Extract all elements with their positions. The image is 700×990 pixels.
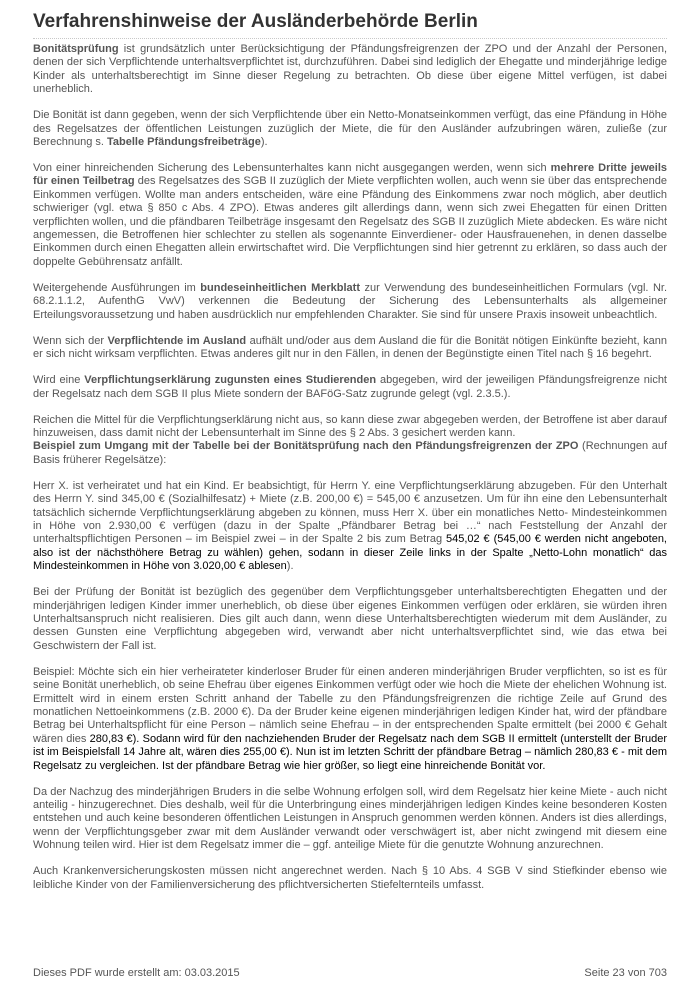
paragraph-nachzug: Da der Nachzug des minderjährigen Bruders in die selbe Wohnung erfolgen soll, wird dem Regelsatz hier keine Miete - auch nicht anteilig - hinzugerechnet. Dies deshalb, weil für die Unterbringung eines minderjährigen ledigen Kindes keine besonderen Kosten entstehen und auch keine besonderen öffentlichen Leistungen in Anspruch genommen werden können. Anders ist dies allerdings, wenn der Verpflichtungsgeber zwar mit dem Ausländer verwandt oder verschwägert ist, aber nicht zwingend mit diesem eine Wohnung teilen wird. Hier ist dem Regelsatz immer die – ggf. anteilige Miete für die genutzte Wohnung anzurechnen. [33,785,667,852]
bold-term: Verpflichtende im Ausland [107,334,247,347]
paragraph-studierende: Wird eine Verpflichtungserklärung zugunsten eines Studierenden abgegeben, wird der jeweiligen Pfändungsfreigrenze nicht der Regelsatz nach dem SGB II plus Miete sondern der BAFöG-Satz zugrunde gelegt (vgl. 2.3.5.). [33,374,667,400]
bold-term: Verpflichtungserklärung zugunsten eines Studierenden [84,374,377,387]
paragraph-bonitaet-gegeben: Die Bonität ist dann gegeben, wenn der sich Verpflichtende über ein Netto-Monatseinkommen verfügt, das eine Pfändung in Höhe des Regelsatzes der öffentlichen Leistungen zuzüglich der Miete, die für den Ausländer aufzubringen wären, zuließe (zur Berechnung s. Tabelle Pfändungsfreibeträge). [33,109,667,149]
document-body [33,43,667,892]
paragraph-merkblatt: Weitergehende Ausführungen im bundeseinheitlichen Merkblatt zur Verwendung des bundeseinheitlichen Formulars (vgl. Nr. 68.2.1.1.2, AufenthG VwV) verkennen die Bedeutung der Sicherung des Lebensunterhalts als allgemeiner Erteilungsvoraussetzung und haben ausdrücklich nur empfehlenden Charakter. Sie sind für unsere Praxis insoweit unbeachtlich. [33,281,668,321]
bold-term: Tabelle Pfändungsfreibeträge [107,136,261,149]
highlighted-text: 545,02 € (545,00 € werden nicht angeboten, also ist der nächsthöhere Betrag zu wählen) gehen, sodann in dieser Zeile links in der Spalte „Netto-Lohn monatlich“ das Mindesteinkommen in Höhe von 3.020,00 € ablesen [33,533,667,573]
pdf-created-date: Dieses PDF wurde erstellt am: 03.03.2015 [33,967,240,979]
highlighted-text: 280,83 €). Sodann wird für den nachziehenden Bruder der Regelsatz nach dem SGB II ermittelt (unterstellt der Bruder ist im Beispielsfall 14 Jahre alt, wären dies 255,00 €). Nun ist im letzten Schritt der pfändbare Betrag – nämlich 280,83 € - mit dem Regelsatz zu vergleichen. Ist der pfändbare Betrag wie hier größer, so liegt eine hinreichende Bonität vor. [33,732,667,772]
page-number: Seite 23 von 703 [584,967,667,979]
paragraph-beispiel-heading: Beispiel zum Umgang mit der Tabelle bei der Bonitätsprüfung nach den Pfändungsfreigrenzen der ZPO (Rechnungen auf Basis früherer Regelsätze): [33,440,667,466]
paragraph-bonitaetspruefung: Bonitätsprüfung ist grundsätzlich unter Berücksichtigung der Pfändungsfreigrenzen der ZPO und der Anzahl der Personen, denen der sich Verpflichtende unterhaltsverpflichtet ist, durchzuführen. Dabei sind lediglich der Ehegatte und minderjährige ledige Kinder als unterhaltsberechtigt im Sinne dieser Regelung zu betrachten. Ob diese über eigene Mittel verfügen, ist dabei unerheblich. [33,43,667,96]
paragraph-ausland: Wenn sich der Verpflichtende im Ausland aufhält und/oder aus dem Ausland die für die Bonität nötigen Einkünfte bezieht, kann er sich nicht wirksam verpflichten. Etwas anderes gilt nur in den Fällen, in denen der Begünstigte einen Titel nach § 16 begehrt. [33,334,668,361]
page-title: Verfahrenshinweise der Ausländerbehörde Berlin [33,10,667,39]
bold-term: Beispiel zum Umgang mit der Tabelle bei der Bonitätsprüfung nach den Pfändungsfreigrenzen der ZPO [33,440,579,453]
page-footer [33,967,667,979]
paragraph-ehegatten-kinder: Bei der Prüfung der Bonität ist bezüglich des gegenüber dem Verpflichtungsgeber unterhaltsberechtigten Ehegatten und der minderjährigen ledigen Kinder immer unerheblich, ob diese über eigenes Einkommen verfügen oder erklären, sie würden ihren Unterhaltsanspruch nicht realisieren. Dies gilt auch dann, wenn diese Unterhaltsberechtigten wiederum mit dem Ausländer, zu dessen Gunsten eine Verpflichtung abgegeben wird, verwandt aber nicht unterhaltsverpflichtet sind, wie das etwa bei Geschwistern der Fall ist. [33,586,667,652]
paragraph-herr-x: Herr X. ist verheiratet und hat ein Kind. Er beabsichtigt, für Herrn Y. eine Verpflichtungserklärung abzugeben. Für den Unterhalt des Herrn Y. sind 345,00 € (Sozialhilfesatz) + Miete (z.B. 200,00 €) = 545,00 € anzusetzen. Um für ihn eine den Lebensunterhalt tatsächlich sichernde Verpflichtungserklärung abgeben zu können, muss Herr X. über ein monatliches Netto- Mindesteinkommen in Höhe von 2.930,00 € verfügen (dazu in der Spalte „Pfändbarer Betrag bei …“ nach Feststellung der Anzahl der unterhaltspflichtigen Personen – im Beispiel zwei – in der Spalte 2 bis zum Betrag 545,02 € (545,00 € werden nicht angeboten, also ist der nächsthöhere Betrag zu wählen) gehen, sodann in dieser Zeile links in der Spalte „Netto-Lohn monatlich“ das Mindesteinkommen in Höhe von 3.020,00 € ablesen). [33,479,667,573]
paragraph-beispiel-bruder: Beispiel: Möchte sich ein hier verheirateter kinderloser Bruder für einen anderen minderjährigen Bruder verpflichten, so ist es für seine Bonität unerheblich, ob seine Ehefrau über eigenes Einkommen verfügt oder wie hoch die Miete der ehelichen Wohnung ist. Ermittelt wird in einem ersten Schritt anhand der Tabelle zu den Pfändungsfreigrenzen die richtige Zeile auf Grund des monatlichen Nettoeinkommens (z.B. 2000 €). Da der Bruder keine eigenen minderjährigen ledigen Kinder hat, wird der pfändbare Betrag bei Unterhaltspflicht für eine Person – nämlich seine Ehefrau – in der entsprechenden Spalte ermittelt (bei 2000 € Gehalt wären dies 280,83 €). Sodann wird für den nachziehenden Bruder der Regelsatz nach dem SGB II ermittelt (unterstellt der Bruder ist im Beispielsfall 14 Jahre alt, wären dies 255,00 €). Nun ist im letzten Schritt der pfändbare Betrag – nämlich 280,83 € - mit dem Regelsatz zu vergleichen. Ist der pfändbare Betrag wie hier größer, so liegt eine hinreichende Bonität vor. [33,665,667,772]
document-page [33,10,667,905]
bold-term: bundeseinheitlichen Merkblatt [200,281,361,294]
paragraph-krankenversicherung: Auch Krankenversicherungskosten müssen nicht angerechnet werden. Nach § 10 Abs. 4 SGB V sind Stiefkinder ebenso wie leibliche Kinder von der Familienversicherung des pflichtversicherten Stiefelternteils umfasst. [33,865,667,891]
paragraph-mehrere-dritte: Von einer hinreichenden Sicherung des Lebensunterhaltes kann nicht ausgegangen werden, wenn sich mehrere Dritte jeweils für einen Teilbetrag des Regelsatzes des SGB II zuzüglich der Miete verpflichten wollen, auch wenn sie über das entsprechende Einkommen verfügen. Wollte man anders entscheiden, wäre eine Pfändung des Einkommens zwar noch möglich, aber deutlich schwieriger (vgl. etwa § 850 c Abs. 4 ZPO). Etwas anderes gilt allerdings dann, wenn sich zwei Ehegatten für einen Dritten verpflichten wollen, und die pfändbaren Teilbeträge insgesamt den Regelsatz des SGB II zuzüglich Miete abdecken. Es wäre nicht angemessen, die Betroffenen hier schlechter zu stellen als sogenannte Einverdiener- oder Hausfrauenehen, in denen dasselbe Einkommen durch einen Ehegatten allein erwirtschaftet wird. Die Verpflichtungen sind hier getrennt zu erklären, so dass auch der doppelte Gebührensatz anfällt. [33,162,667,268]
bold-term: mehrere Dritte jeweils für einen Teilbetrag [33,162,667,188]
bold-term: Bonitätsprüfung [33,43,119,55]
paragraph-mittel-reichen-nicht: Reichen die Mittel für die Verpflichtungserklärung nicht aus, so kann diese zwar abgegeben werden, der Betroffene ist aber darauf hinzuweisen, dass damit nicht der Lebensunterhalt im Sinne des § 2 Abs. 3 gesichert werden kann. [33,413,667,439]
